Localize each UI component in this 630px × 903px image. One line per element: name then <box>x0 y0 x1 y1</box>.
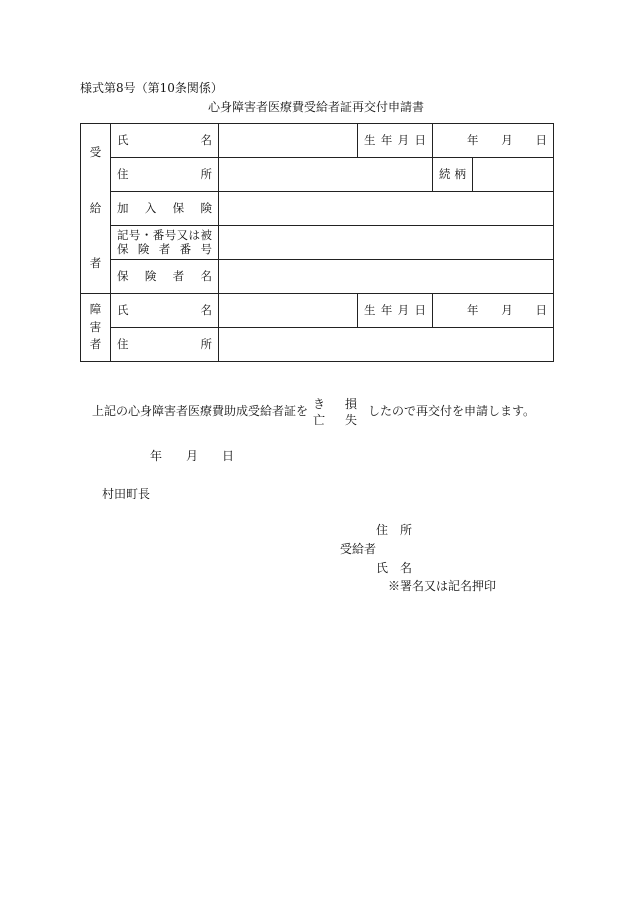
signature-note: ※署名又は記名押印 <box>388 579 497 593</box>
recipient-birth-label: 生 年 月 日 <box>358 124 433 158</box>
disabled-birth-label: 生 年 月 日 <box>358 294 433 328</box>
insurance-label: 加 入 保 険 <box>111 192 219 226</box>
disabled-name-label: 氏 名 <box>111 294 219 328</box>
recipient-birth-field[interactable]: 年 月 日 <box>433 124 554 158</box>
relation-label: 続 柄 <box>433 158 473 192</box>
statement-before: 上記の心身障害者医療費助成受給者証を <box>92 404 309 418</box>
insured-number-label: 記 号 ・ 番 号 又 は 被 保 険 者 番 号 <box>111 226 219 260</box>
insurer-label: 保 険 者 名 <box>111 260 219 294</box>
insurance-field[interactable] <box>219 192 554 226</box>
recipient-group-label: 受 給 者 <box>81 124 111 294</box>
insured-number-field[interactable] <box>219 226 554 260</box>
recipient-name-label: 氏 名 <box>111 124 219 158</box>
disabled-name-field[interactable] <box>219 294 358 328</box>
recipient-name-field[interactable] <box>219 124 358 158</box>
disabled-group-label: 障 害 者 <box>81 294 111 362</box>
statement-options-bottom[interactable]: 亡 失 <box>313 413 358 427</box>
date-line: 年 月 日 <box>150 449 235 463</box>
applicant-role-label: 受給者 <box>340 542 377 556</box>
disabled-address-label: 住 所 <box>111 328 219 362</box>
relation-field[interactable] <box>473 158 554 192</box>
statement-after: したので再交付を申請します。 <box>368 404 536 418</box>
addressee: 村田町長 <box>102 487 151 501</box>
applicant-name-label: 氏 名 <box>376 561 413 575</box>
disabled-birth-field[interactable]: 年 月 日 <box>433 294 554 328</box>
statement-options-top[interactable]: き 損 <box>313 397 358 411</box>
applicant-address-label: 住 所 <box>376 523 413 537</box>
page-title: 心身障害者医療費受給者証再交付申請書 <box>208 100 425 114</box>
recipient-address-label: 住 所 <box>111 158 219 192</box>
recipient-address-field[interactable] <box>219 158 433 192</box>
application-table <box>80 123 554 362</box>
disabled-address-field[interactable] <box>219 328 554 362</box>
form-number: 様式第8号（第10条関係） <box>80 81 223 95</box>
insurer-field[interactable] <box>219 260 554 294</box>
